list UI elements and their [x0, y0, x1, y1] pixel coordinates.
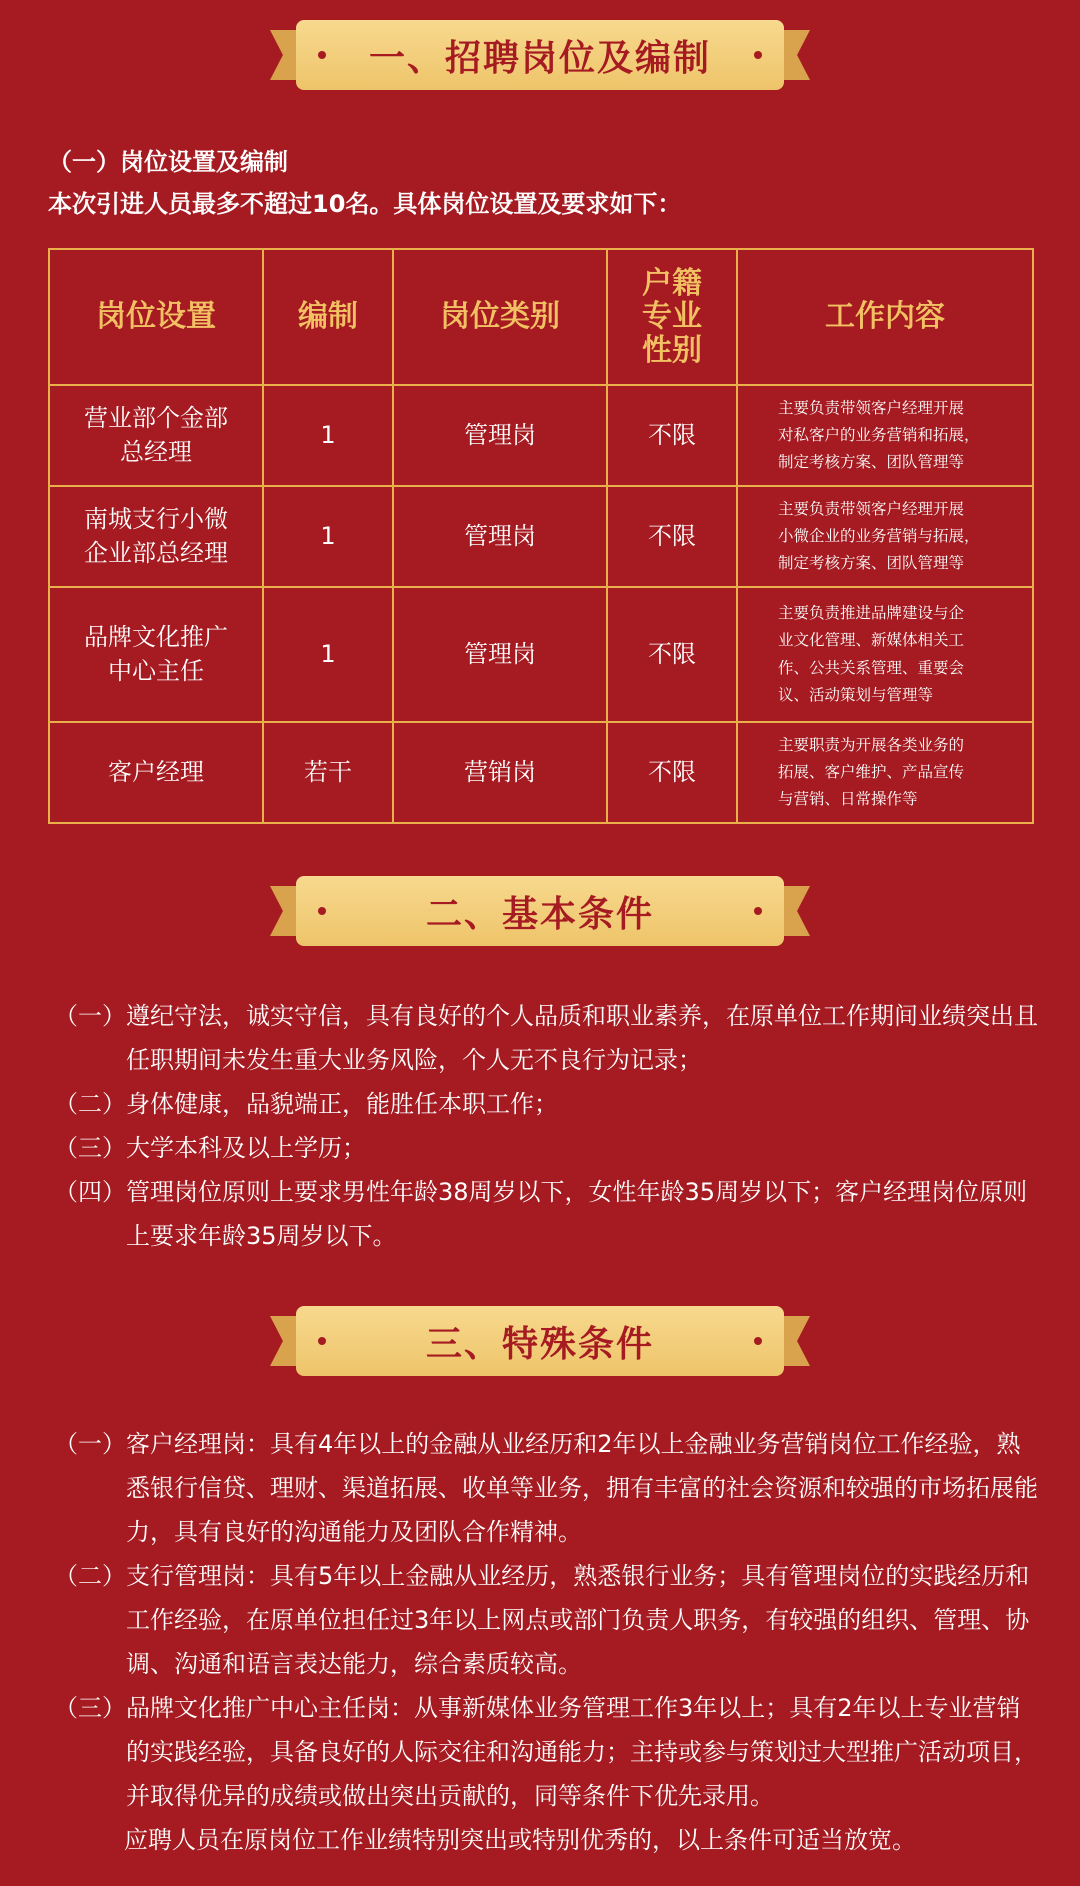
cell-quota: 1	[263, 385, 393, 486]
cell-restriction: 不限	[607, 385, 737, 486]
item-text: 大学本科及以上学历；	[126, 1134, 366, 1162]
cell-content: 主要负责推进品牌建设与企 业文化管理、新媒体相关工 作、公共关系管理、重要会 议、活动策划与管理等	[737, 587, 1033, 722]
list-item	[54, 1082, 1044, 1126]
item-text: 客户经理岗：具有4年以上的金融从业经历和2年以上金融业务营销岗位工作经验，熟悉银行信贷、理财、渠道拓展、收单等业务，拥有丰富的社会资源和较强的市场拓展能力，具有良好的沟通能力及团队合作精神。	[126, 1430, 1038, 1546]
list-item	[54, 1170, 1044, 1258]
item-number: （一）	[54, 1430, 126, 1458]
list-item	[54, 1422, 1044, 1554]
list-item	[54, 1126, 1044, 1170]
item-text: 管理岗位原则上要求男性年龄38周岁以下，女性年龄35周岁以下；客户经理岗位原则上要求年龄35周岁以下。	[126, 1178, 1028, 1250]
table-header-row	[49, 249, 1033, 385]
cell-position: 营业部个金部 总经理	[49, 385, 263, 486]
cell-position: 品牌文化推广 中心主任	[49, 587, 263, 722]
header-restriction: 户籍 专业 性别	[607, 249, 737, 385]
cell-restriction: 不限	[607, 486, 737, 587]
header-quota: 编制	[263, 249, 393, 385]
section2-banner	[270, 876, 810, 946]
cell-quota: 1	[263, 486, 393, 587]
item-number: （三）	[54, 1694, 126, 1722]
subheading-positions: （一）岗位设置及编制	[48, 148, 288, 176]
positions-table	[48, 248, 1034, 824]
list-item	[54, 1686, 1044, 1818]
cell-quota: 若干	[263, 722, 393, 823]
item-text: 支行管理岗：具有5年以上金融从业经历，熟悉银行业务；具有管理岗位的实践经历和工作经验，在原单位担任过3年以上网点或部门负责人职务，有较强的组织、管理、协调、沟通和语言表达能力，综合素质较高。	[126, 1562, 1030, 1678]
cell-position: 南城支行小微 企业部总经理	[49, 486, 263, 587]
item-text: 遵纪守法，诚实守信，具有良好的个人品质和职业素养，在原单位工作期间业绩突出且任职期间未发生重大业务风险，个人无不良行为记录；	[126, 1002, 1038, 1074]
section2-title: 二、基本条件	[296, 876, 784, 946]
banner-dot-icon	[754, 51, 762, 59]
item-number: （二）	[54, 1562, 126, 1590]
cell-content: 主要负责带领客户经理开展 小微企业的业务营销与拓展， 制定考核方案、团队管理等	[737, 486, 1033, 587]
section1-banner	[270, 20, 810, 90]
section1-title: 一、招聘岗位及编制	[296, 20, 784, 90]
cell-restriction: 不限	[607, 587, 737, 722]
list-item	[54, 994, 1044, 1082]
header-category: 岗位类别	[393, 249, 607, 385]
cell-position: 客户经理	[49, 722, 263, 823]
relaxation-note: 应聘人员在原岗位工作业绩特别突出或特别优秀的，以上条件可适当放宽。	[124, 1826, 916, 1854]
cell-category: 管理岗	[393, 587, 607, 722]
item-number: （一）	[54, 1002, 126, 1030]
cell-restriction: 不限	[607, 722, 737, 823]
cell-category: 管理岗	[393, 385, 607, 486]
table-row	[49, 385, 1033, 486]
header-position: 岗位设置	[49, 249, 263, 385]
basic-conditions-list	[54, 994, 1044, 1258]
intro-text: 本次引进人员最多不超过10名。具体岗位设置及要求如下：	[48, 190, 682, 218]
cell-content: 主要职责为开展各类业务的 拓展、客户维护、产品宣传 与营销、日常操作等	[737, 722, 1033, 823]
cell-category: 管理岗	[393, 486, 607, 587]
banner-dot-icon	[318, 1337, 326, 1345]
banner-dot-icon	[754, 907, 762, 915]
table-row	[49, 587, 1033, 722]
special-conditions-list	[54, 1422, 1044, 1862]
section3-banner	[270, 1306, 810, 1376]
table-row	[49, 486, 1033, 587]
section3-title: 三、特殊条件	[296, 1306, 784, 1376]
cell-category: 营销岗	[393, 722, 607, 823]
banner-dot-icon	[754, 1337, 762, 1345]
header-content: 工作内容	[737, 249, 1033, 385]
banner-dot-icon	[318, 51, 326, 59]
cell-content: 主要负责带领客户经理开展 对私客户的业务营销和拓展， 制定考核方案、团队管理等	[737, 385, 1033, 486]
banner-dot-icon	[318, 907, 326, 915]
table-row	[49, 722, 1033, 823]
item-number: （二）	[54, 1090, 126, 1118]
list-item	[54, 1554, 1044, 1686]
cell-quota: 1	[263, 587, 393, 722]
item-text: 品牌文化推广中心主任岗：从事新媒体业务管理工作3年以上；具有2年以上专业营销的实践经验，具备良好的人际交往和沟通能力；主持或参与策划过大型推广活动项目，并取得优异的成绩或做出突出贡献的，同等条件下优先录用。	[126, 1694, 1038, 1810]
item-number: （四）	[54, 1178, 126, 1206]
item-text: 身体健康，品貌端正，能胜任本职工作；	[126, 1090, 558, 1118]
item-number: （三）	[54, 1134, 126, 1162]
